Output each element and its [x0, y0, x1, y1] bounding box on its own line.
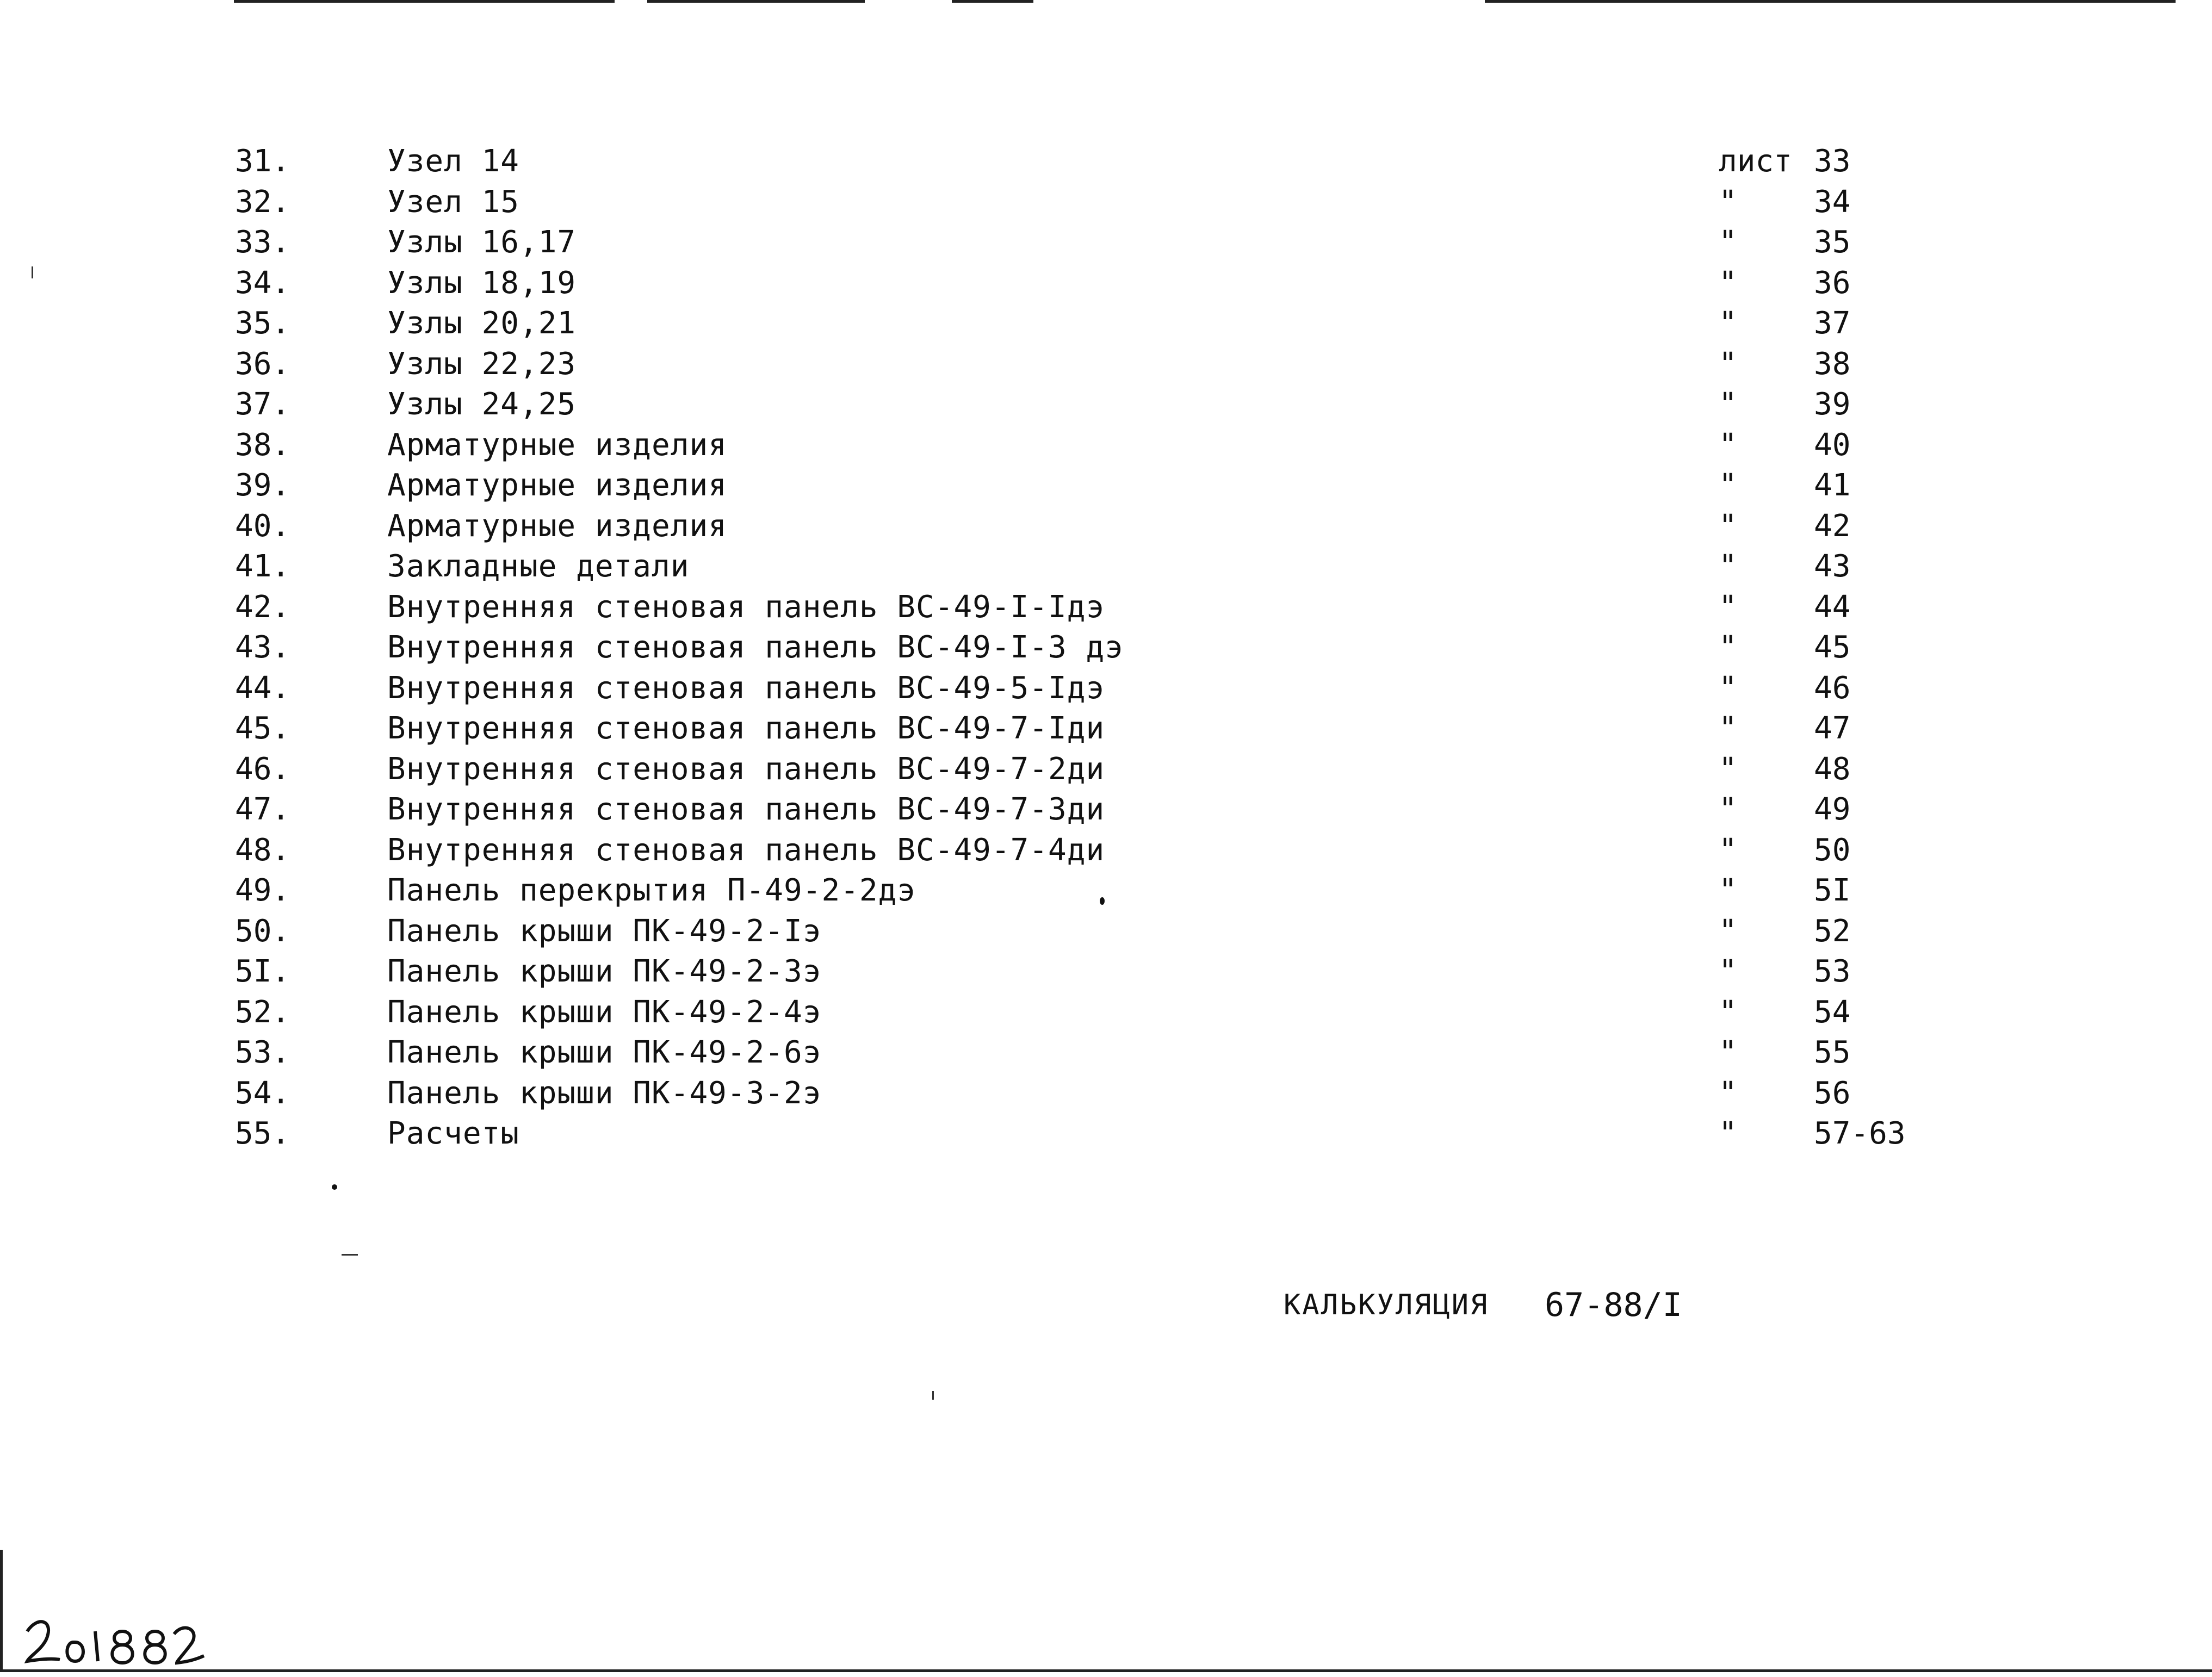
toc-row	[0, 506, 2212, 547]
toc-row-title: Узел 15	[387, 184, 520, 220]
toc-row-sheet-mark: "	[1719, 427, 1737, 463]
toc-row-sheet-mark: "	[1719, 1075, 1737, 1111]
toc-row	[0, 871, 2212, 911]
toc-row	[0, 344, 2212, 385]
toc-row-sheet-mark: "	[1719, 1116, 1737, 1151]
toc-row-number: 42.	[235, 589, 290, 625]
toc-row	[0, 952, 2212, 992]
toc-row-title: Внутренняя стеновая панель ВС-49-I-3 дэ	[387, 630, 1124, 665]
toc-row-number: 40.	[235, 508, 290, 544]
toc-row-title: Узлы 16,17	[387, 225, 577, 260]
toc-row-sheet-mark: "	[1719, 954, 1737, 989]
toc-row-title: Внутренняя стеновая панель ВС-49-7-4ди	[387, 832, 1105, 868]
toc-row-number: 55.	[235, 1116, 290, 1151]
toc-row-sheet-number: 56	[1814, 1075, 1851, 1111]
toc-row	[0, 790, 2212, 830]
toc-row	[0, 1073, 2212, 1114]
toc-row-title: Внутренняя стеновая панель ВС-49-5-Iдэ	[387, 670, 1105, 706]
toc-row	[0, 1033, 2212, 1073]
toc-row-sheet-mark: "	[1719, 225, 1737, 260]
toc-row-sheet-number: 41	[1814, 468, 1851, 503]
frame-left-edge	[0, 1550, 3, 1672]
toc-row-title: Узлы 20,21	[387, 306, 577, 341]
toc-row-sheet-mark: "	[1719, 265, 1737, 301]
toc-row-title: Панель крыши ПК-49-2-6э	[387, 1035, 822, 1070]
toc-row-sheet-number: 34	[1814, 184, 1851, 220]
toc-row-sheet-number: 57-63	[1814, 1116, 1906, 1151]
toc-row-sheet-number: 33	[1814, 144, 1851, 179]
toc-row-number: 52.	[235, 994, 290, 1030]
toc-row-title: Закладные детали	[387, 549, 690, 584]
toc-row	[0, 222, 2212, 263]
toc-row	[0, 587, 2212, 628]
toc-row	[0, 546, 2212, 587]
toc-row-sheet-number: 48	[1814, 751, 1851, 787]
toc-row	[0, 182, 2212, 223]
toc-row-title: Панель крыши ПК-49-2-3э	[387, 954, 822, 989]
handwritten-signature	[22, 1610, 207, 1669]
toc-row-number: 47.	[235, 792, 290, 827]
top-edge-rule	[647, 0, 865, 3]
toc-row-title: Арматурные изделия	[387, 508, 727, 544]
toc-row-number: 31.	[235, 144, 290, 179]
toc-row-number: 39.	[235, 468, 290, 503]
toc-row-number: 33.	[235, 225, 290, 260]
toc-row-title: Панель перекрытия П-49-2-2дэ	[387, 873, 916, 908]
scan-speck	[32, 266, 33, 278]
document-stamp-label: КАЛЬКУЛЯЦИЯ	[1284, 1289, 1489, 1321]
top-edge-rule	[952, 0, 1033, 3]
scan-speck	[1100, 897, 1105, 905]
toc-row-sheet-mark: "	[1719, 670, 1737, 706]
scan-speck	[932, 1391, 934, 1400]
toc-row-sheet-number: 39	[1814, 387, 1851, 422]
toc-row-sheet-mark: "	[1719, 630, 1737, 665]
toc-row-number: 36.	[235, 346, 290, 382]
toc-row-sheet-number: 55	[1814, 1035, 1851, 1070]
toc-row-sheet-mark: "	[1719, 549, 1737, 584]
toc-row-number: 35.	[235, 306, 290, 341]
toc-row-number: 44.	[235, 670, 290, 706]
toc-row	[0, 911, 2212, 952]
toc-row	[0, 628, 2212, 668]
table-of-contents	[0, 141, 2212, 1154]
toc-row-sheet-mark: "	[1719, 792, 1737, 827]
toc-row	[0, 749, 2212, 790]
toc-row-sheet-number: 49	[1814, 792, 1851, 827]
toc-row-sheet-number: 35	[1814, 225, 1851, 260]
toc-row-sheet-mark: "	[1719, 873, 1737, 908]
toc-row-sheet-mark: "	[1719, 508, 1737, 544]
toc-row-title: Панель крыши ПК-49-2-4э	[387, 994, 822, 1030]
toc-row-sheet-number: 40	[1814, 427, 1851, 463]
toc-row-sheet-number: 54	[1814, 994, 1851, 1030]
toc-row-number: 32.	[235, 184, 290, 220]
toc-row-number: 43.	[235, 630, 290, 665]
toc-row-sheet-number: 36	[1814, 265, 1851, 301]
scan-speck	[342, 1254, 358, 1256]
toc-row-number: 45.	[235, 711, 290, 746]
toc-row-title: Расчеты	[387, 1116, 520, 1151]
toc-row-title: Узел 14	[387, 144, 520, 179]
toc-row-sheet-mark: "	[1719, 468, 1737, 503]
toc-row-sheet-mark: "	[1719, 306, 1737, 341]
scan-speck	[332, 1184, 337, 1190]
toc-row-title: Внутренняя стеновая панель ВС-49-7-2ди	[387, 751, 1105, 787]
toc-row	[0, 830, 2212, 871]
toc-row-sheet-mark: "	[1719, 387, 1737, 422]
toc-row-number: 41.	[235, 549, 290, 584]
toc-row-sheet-number: 45	[1814, 630, 1851, 665]
toc-row-sheet-number: 37	[1814, 306, 1851, 341]
toc-row-title: Узлы 22,23	[387, 346, 577, 382]
toc-row	[0, 709, 2212, 749]
toc-row-sheet-mark: "	[1719, 832, 1737, 868]
toc-row-sheet-mark: "	[1719, 913, 1737, 949]
toc-row	[0, 141, 2212, 182]
toc-row-title: Арматурные изделия	[387, 427, 727, 463]
toc-row-title: Внутренняя стеновая панель ВС-49-7-3ди	[387, 792, 1105, 827]
toc-row-sheet-mark: "	[1719, 184, 1737, 220]
toc-row-sheet-number: 38	[1814, 346, 1851, 382]
toc-row-sheet-number: 47	[1814, 711, 1851, 746]
toc-row	[0, 425, 2212, 466]
toc-row-sheet-number: 43	[1814, 549, 1851, 584]
toc-row	[0, 668, 2212, 709]
toc-row-title: Внутренняя стеновая панель ВС-49-7-Iди	[387, 711, 1105, 746]
toc-row	[0, 465, 2212, 506]
toc-row-sheet-mark: "	[1719, 346, 1737, 382]
toc-row-sheet-number: 44	[1814, 589, 1851, 625]
top-edge-rule	[234, 0, 615, 3]
toc-row-title: Узлы 18,19	[387, 265, 577, 301]
toc-row-title: Внутренняя стеновая панель ВС-49-I-Iдэ	[387, 589, 1105, 625]
toc-row-title: Панель крыши ПК-49-3-2э	[387, 1075, 822, 1111]
toc-row-number: 38.	[235, 427, 290, 463]
document-stamp-code: 67-88/I	[1545, 1286, 1682, 1324]
toc-row	[0, 384, 2212, 425]
toc-row-number: 54.	[235, 1075, 290, 1111]
toc-row-title: Узлы 24,25	[387, 387, 577, 422]
toc-row	[0, 992, 2212, 1033]
toc-row-title: Арматурные изделия	[387, 468, 727, 503]
toc-row-number: 53.	[235, 1035, 290, 1070]
toc-row-title: Панель крыши ПК-49-2-Iэ	[387, 913, 822, 949]
toc-row-sheet-number: 52	[1814, 913, 1851, 949]
toc-row-sheet-mark: "	[1719, 1035, 1737, 1070]
toc-row-number: 34.	[235, 265, 290, 301]
toc-row-sheet-mark: "	[1719, 711, 1737, 746]
toc-row-sheet-mark: "	[1719, 751, 1737, 787]
top-edge-rule	[1485, 0, 2176, 3]
toc-row-sheet-number: 53	[1814, 954, 1851, 989]
toc-row-sheet-mark: лист	[1719, 144, 1792, 179]
toc-row-sheet-number: 50	[1814, 832, 1851, 868]
toc-row-number: 48.	[235, 832, 290, 868]
toc-row-number: 5I.	[235, 954, 290, 989]
toc-row	[0, 263, 2212, 304]
toc-row-sheet-number: 42	[1814, 508, 1851, 544]
toc-row-number: 50.	[235, 913, 290, 949]
toc-row-sheet-number: 5I	[1814, 873, 1851, 908]
toc-row-number: 37.	[235, 387, 290, 422]
frame-bottom-edge	[0, 1669, 2212, 1672]
toc-row-number: 49.	[235, 873, 290, 908]
toc-row	[0, 303, 2212, 344]
toc-row-sheet-mark: "	[1719, 994, 1737, 1030]
toc-row-sheet-number: 46	[1814, 670, 1851, 706]
toc-row	[0, 1114, 2212, 1154]
toc-row-sheet-mark: "	[1719, 589, 1737, 625]
toc-row-number: 46.	[235, 751, 290, 787]
